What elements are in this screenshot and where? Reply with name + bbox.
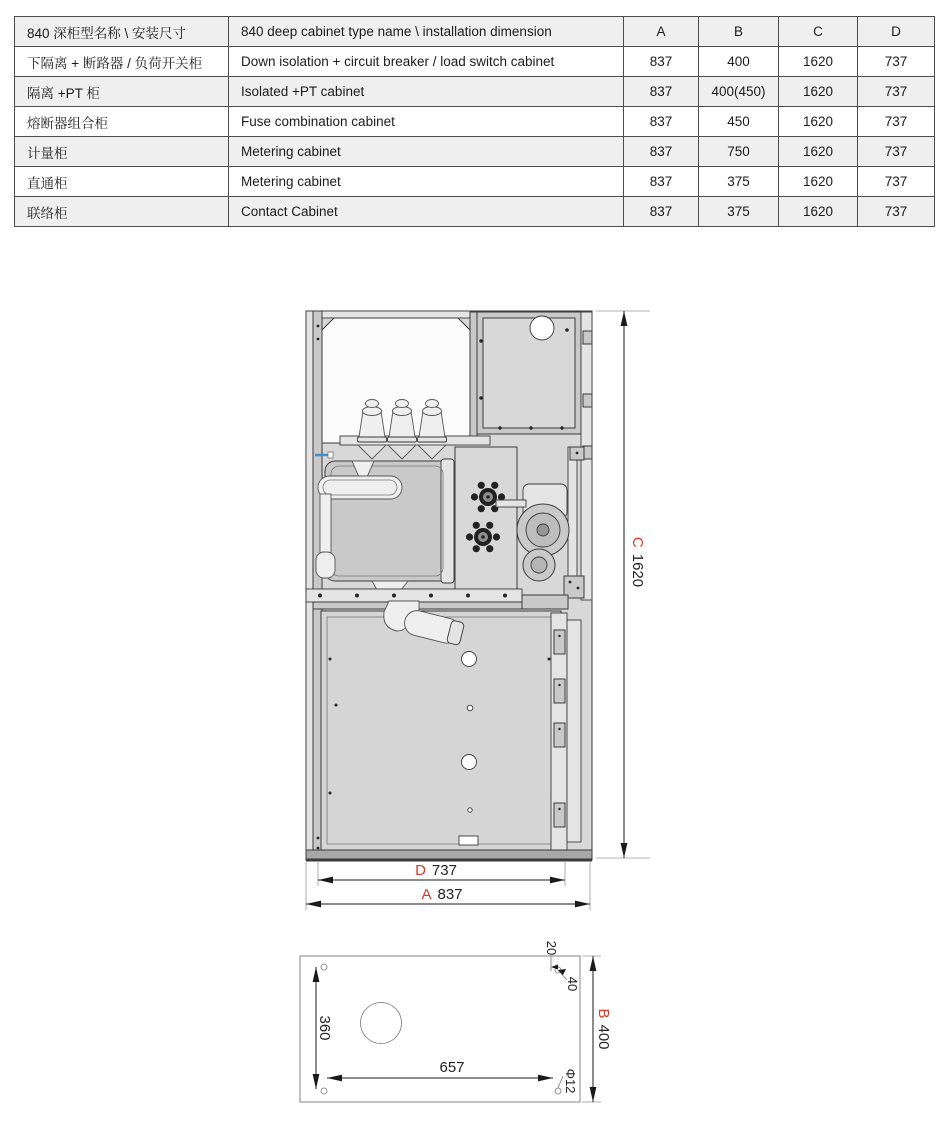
dimension-c [596, 311, 650, 858]
cell-en: Down isolation + circuit breaker / load switch cabinet [229, 47, 624, 77]
panel-divider [470, 312, 477, 443]
marker-tab [328, 452, 333, 458]
bottom-view [300, 941, 612, 1102]
cell-a: 837 [624, 47, 699, 77]
cell-b: 400 [699, 47, 779, 77]
dim-40-label: 40 [565, 976, 580, 992]
dim-phi12-label: Φ12 [563, 1068, 578, 1094]
foundation-outline [300, 956, 580, 1102]
dimension-b [582, 956, 612, 1102]
cell-cn: 计量柜 [15, 137, 229, 167]
top-bar [322, 311, 470, 318]
header-col-b: B [699, 17, 779, 47]
cell-c: 1620 [779, 137, 858, 167]
cell-cn: 熔断器组合柜 [15, 107, 229, 137]
cell-c: 1620 [779, 197, 858, 227]
cell-cn: 下隔离 + 断路器 / 负荷开关柜 [15, 47, 229, 77]
dim-b-label: B400 [595, 1008, 612, 1050]
cell-d: 737 [858, 137, 935, 167]
cell-c: 1620 [779, 167, 858, 197]
cell-c: 1620 [779, 47, 858, 77]
cell-a: 837 [624, 107, 699, 137]
base-bar [306, 850, 592, 859]
header-col-d: D [858, 17, 935, 47]
dimension-d [318, 862, 565, 886]
cell-en: Metering cabinet [229, 137, 624, 167]
dim-a-label: A 837 [421, 886, 463, 903]
hinge-block [583, 331, 592, 344]
operating-shaft-panel [455, 447, 517, 598]
upper-door [477, 312, 581, 434]
door-round-hole [530, 316, 554, 340]
cell-en: Contact Cabinet [229, 197, 624, 227]
cell-b: 400(450) [699, 77, 779, 107]
header-en: 840 deep cabinet type name \ installation dimension [229, 17, 624, 47]
cell-b: 375 [699, 167, 779, 197]
cell-d: 737 [858, 77, 935, 107]
cell-a: 837 [624, 167, 699, 197]
cell-en: Metering cabinet [229, 167, 624, 197]
cell-d: 737 [858, 107, 935, 137]
cell-d: 737 [858, 197, 935, 227]
cell-b: 750 [699, 137, 779, 167]
left-frame-rail [306, 311, 322, 860]
cell-b: 375 [699, 197, 779, 227]
hinge-block [583, 394, 592, 407]
insulator-bushings [358, 400, 447, 443]
cell-a: 837 [624, 137, 699, 167]
lower-right-channel [551, 613, 581, 850]
dim-d-label: D 737 [415, 862, 457, 879]
cell-cn: 联络柜 [15, 197, 229, 227]
header-col-a: A [624, 17, 699, 47]
cell-a: 837 [624, 197, 699, 227]
dim-360-label: 360 [316, 1015, 333, 1041]
dim-c-label: C1620 [629, 536, 646, 588]
cell-cn: 直通柜 [15, 167, 229, 197]
lower-panel [321, 611, 561, 850]
dim-20-label: 20 [544, 940, 559, 956]
cell-en: Isolated +PT cabinet [229, 77, 624, 107]
header-col-c: C [779, 17, 858, 47]
front-view [306, 311, 592, 861]
cell-c: 1620 [779, 77, 858, 107]
cell-a: 837 [624, 77, 699, 107]
cell-en: Fuse combination cabinet [229, 107, 624, 137]
cell-d: 737 [858, 47, 935, 77]
cell-cn: 隔离 +PT 柜 [15, 77, 229, 107]
cell-d: 737 [858, 167, 935, 197]
cell-c: 1620 [779, 107, 858, 137]
header-cn: 840 深柜型名称 \ 安装尺寸 [15, 17, 229, 47]
dim-657-label: 657 [439, 1059, 465, 1076]
cell-b: 450 [699, 107, 779, 137]
nameplate-slot [459, 836, 478, 845]
